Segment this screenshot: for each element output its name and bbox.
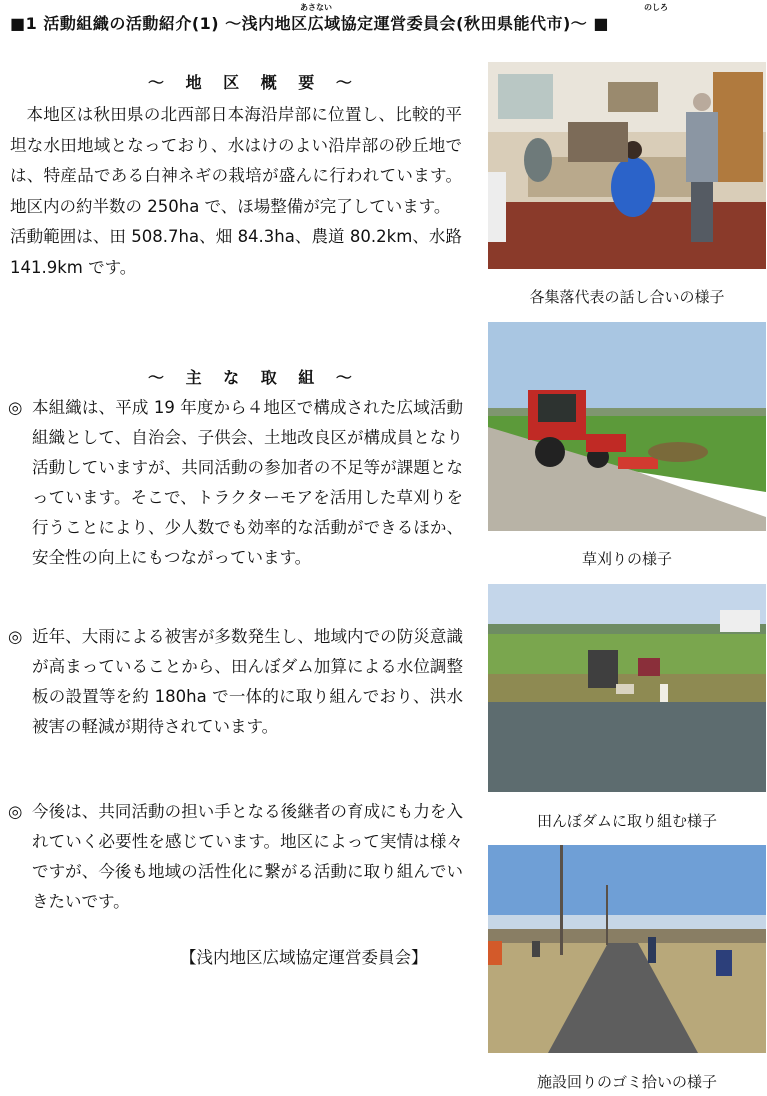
photo-paddy-dam <box>488 584 766 792</box>
photo-litter-pickup <box>488 845 766 1053</box>
initiative-text: 近年、大雨による被害が多数発生し、地域内での防災意識が高まっていることから、田んぼダム加算による水位調整板の設置等を約 180ha で一体的に取り組んでおり、洪水被害の軽減が期待されています。 <box>32 627 463 736</box>
ruby-noshiro: のしろ <box>644 3 668 12</box>
initiative-item <box>8 622 463 742</box>
photo-caption: 田んぼダムに取り組む様子 <box>536 812 717 830</box>
initiative-text: 本組織は、平成 19 年度から４地区で構成された広域活動組織として、自治会、子供会、土地改良区が構成員となり活動していますが、共同活動の参加者の不足等が課題となっています。そこで、トラクターモアを活用した草刈りを行うことにより、少人数でも効率的な活動ができるほか、安全性の向上にもつながっています。 <box>32 398 463 567</box>
overview-paragraph-1: 本地区は秋田県の北西部日本海沿岸部に位置し、比較的平坦な水田地域となっており、水はけのよい沿岸部の砂丘地では、特産品である白神ネギの栽培が盛んに行われています。地区内の約半数の 250ha で、ほ場整備が完了しています。 <box>10 105 463 216</box>
overview-paragraph-2: 活動範囲は、田 508.7ha、畑 84.3ha、農道 80.2km、水路 141.9km です。 <box>10 227 462 277</box>
photo-mowing <box>488 322 766 531</box>
initiatives-heading: ～ 主 な 取 組 ～ <box>148 368 360 387</box>
initiative-text: 今後は、共同活動の担い手となる後継者の育成にも力を入れていく必要性を感じています。地区によって実情は様々ですが、今後も地域の活性化に繋がる活動に取り組んでいきたいです。 <box>32 802 463 911</box>
overview-heading: ～ 地 区 概 要 ～ <box>148 73 360 92</box>
photo-meeting <box>488 62 766 269</box>
page-header <box>10 2 760 36</box>
initiative-item <box>8 797 463 917</box>
bullet-mark-icon: ◎ <box>8 802 23 821</box>
page-title: ■1 活動組織の活動紹介(1) ～浅内地区広域協定運営委員会(秋田県能代市)～ ■ <box>10 14 609 33</box>
signature: 【浅内地区広域協定運営委員会】 <box>180 948 428 967</box>
initiative-item <box>8 393 463 573</box>
overview-text <box>10 100 462 283</box>
bullet-mark-icon: ◎ <box>8 627 23 646</box>
photo-caption: 草刈りの様子 <box>581 550 672 568</box>
photo-caption: 各集落代表の話し合いの様子 <box>529 288 725 306</box>
bullet-mark-icon: ◎ <box>8 398 23 417</box>
photo-caption: 施設回りのゴミ拾いの様子 <box>536 1073 717 1091</box>
ruby-asanai: あさない <box>300 3 332 12</box>
